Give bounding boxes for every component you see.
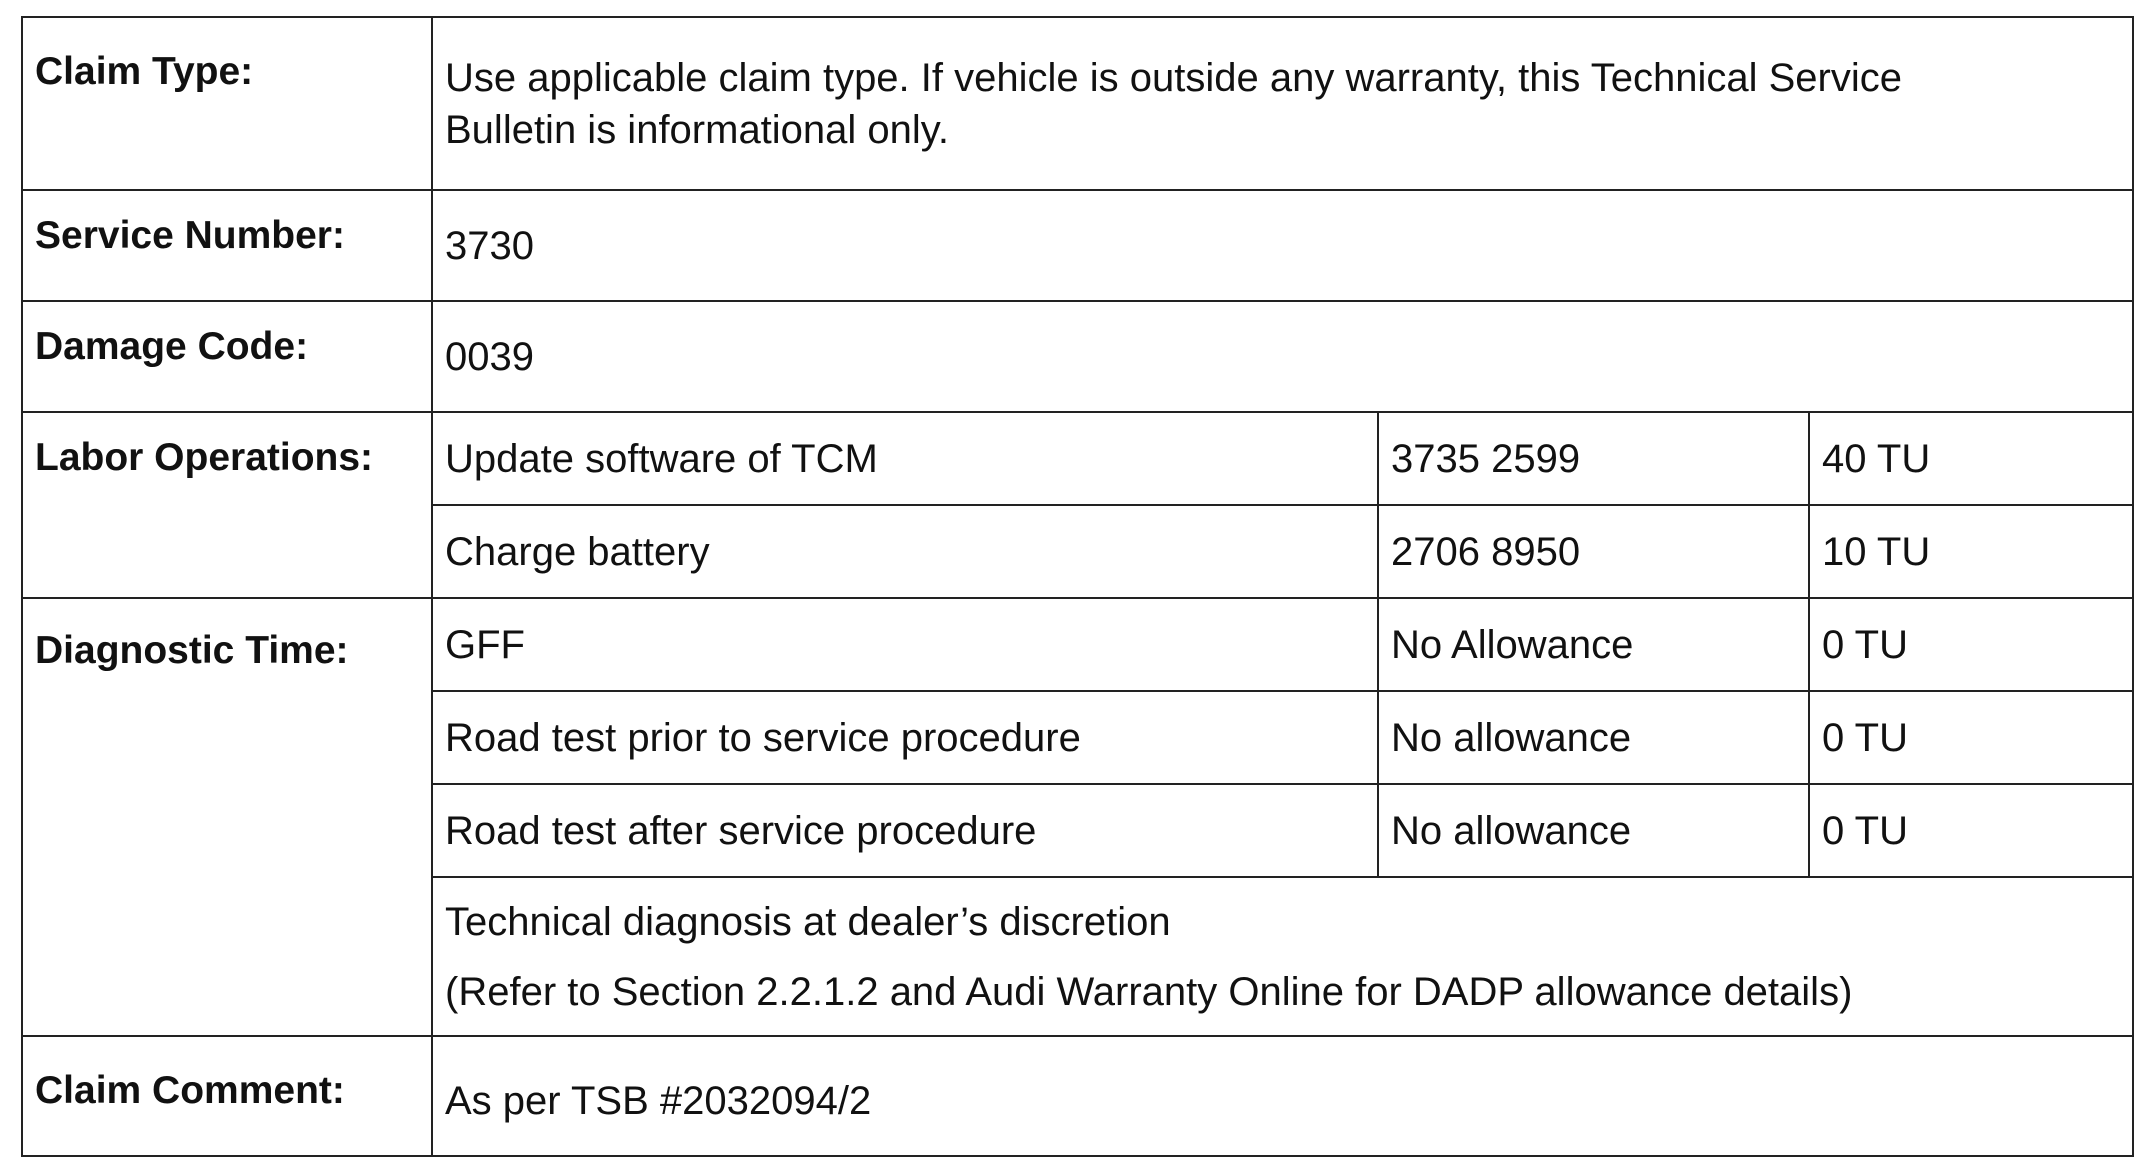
labor-operation-code: 3735 2599: [1378, 412, 1809, 505]
diagnostic-time-value: 0 TU: [1809, 598, 2133, 691]
warranty-info-table: [21, 16, 2134, 1157]
claim-type-value: [432, 17, 2133, 190]
diagnostic-description: Road test prior to service procedure: [432, 691, 1378, 784]
claim-type-value-line2: Bulletin is informational only.: [445, 107, 949, 152]
diagnostic-time-value: 0 TU: [1809, 691, 2133, 784]
technical-diagnosis-line1: Technical diagnosis at dealer’s discretion: [445, 899, 1171, 944]
diagnostic-time-label: Diagnostic Time:: [22, 598, 432, 1036]
claim-type-value-line1: Use applicable claim type. If vehicle is outside any warranty, this Technical Service: [445, 55, 1902, 100]
claim-type-row: [22, 17, 2133, 190]
labor-operation-row: [22, 412, 2133, 505]
diagnostic-description: Road test after service procedure: [432, 784, 1378, 877]
damage-code-row: [22, 301, 2133, 412]
service-number-label: Service Number:: [22, 190, 432, 301]
claim-comment-value: As per TSB #2032094/2: [432, 1036, 2133, 1156]
damage-code-label: Damage Code:: [22, 301, 432, 412]
claim-comment-label: Claim Comment:: [22, 1036, 432, 1156]
damage-code-value: 0039: [432, 301, 2133, 412]
claim-type-label: Claim Type:: [22, 17, 432, 190]
diagnostic-allowance: No allowance: [1378, 784, 1809, 877]
diagnostic-description: GFF: [432, 598, 1378, 691]
labor-operation-description: Update software of TCM: [432, 412, 1378, 505]
diagnostic-allowance: No allowance: [1378, 691, 1809, 784]
diagnostic-time-row: [22, 598, 2133, 691]
labor-operation-time: 40 TU: [1809, 412, 2133, 505]
labor-operation-code: 2706 8950: [1378, 505, 1809, 598]
claim-comment-row: [22, 1036, 2133, 1156]
technical-diagnosis-note: [432, 877, 2133, 1036]
labor-operation-time: 10 TU: [1809, 505, 2133, 598]
technical-diagnosis-line2: (Refer to Section 2.2.1.2 and Audi Warranty Online for DADP allowance details): [445, 969, 1853, 1014]
labor-operations-label: Labor Operations:: [22, 412, 432, 598]
diagnostic-time-value: 0 TU: [1809, 784, 2133, 877]
labor-operation-description: Charge battery: [432, 505, 1378, 598]
diagnostic-allowance: No Allowance: [1378, 598, 1809, 691]
service-number-value: 3730: [432, 190, 2133, 301]
service-number-row: [22, 190, 2133, 301]
